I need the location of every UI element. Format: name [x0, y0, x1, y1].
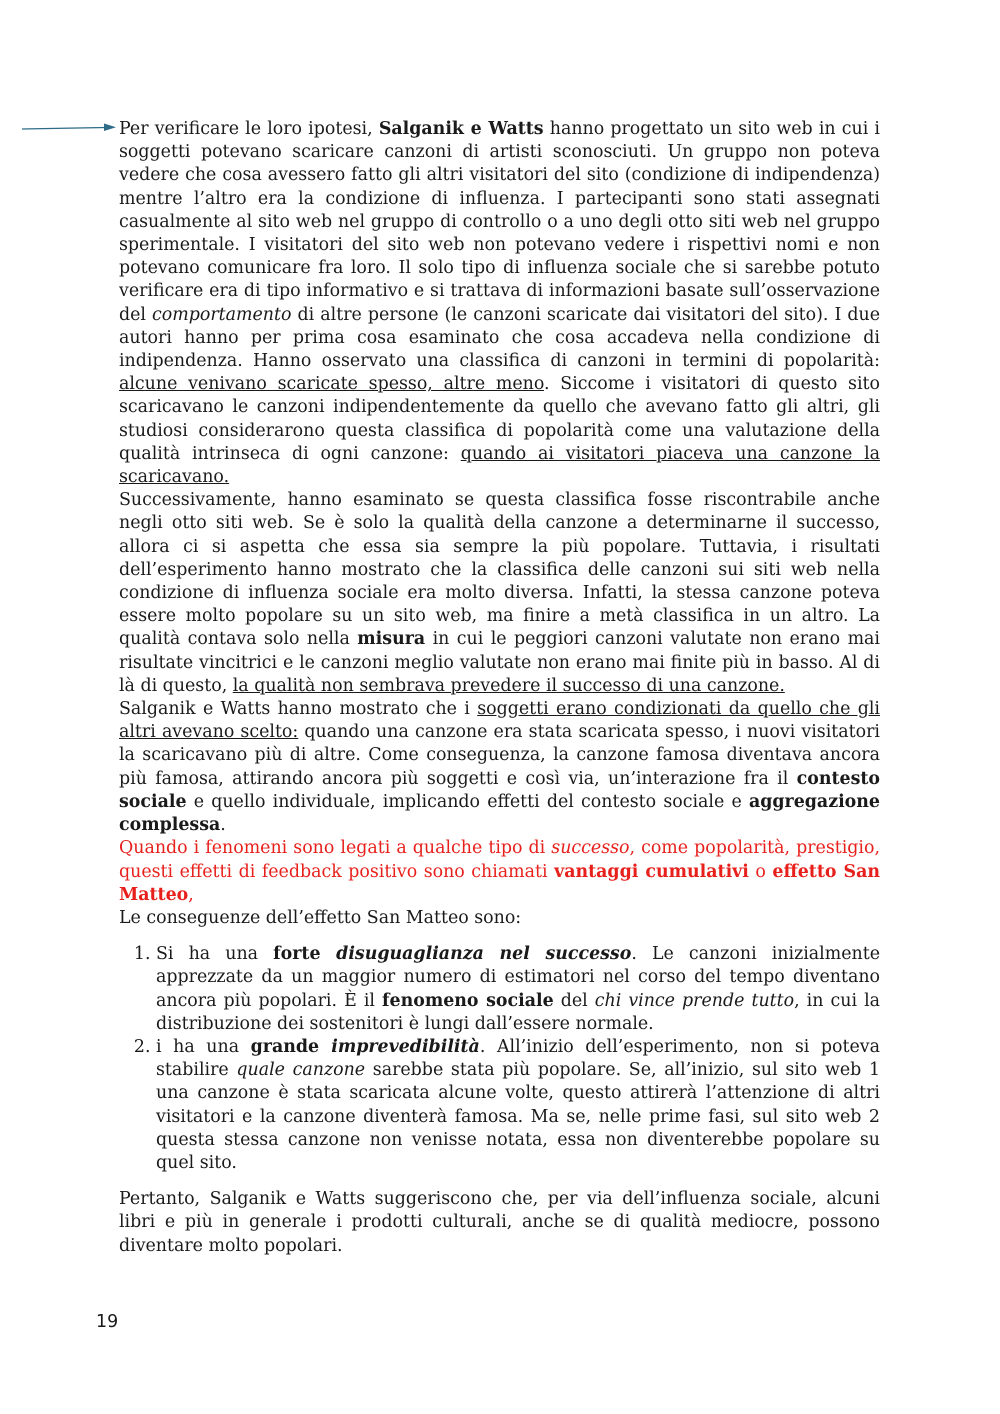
complex-aggregation-bold: aggregazione complessa [119, 791, 880, 836]
social-context-bold: contesto sociale [119, 768, 880, 812]
underlined-phrase: soggetti erano condizionati da quello che gli altri avevano scelto: [119, 699, 880, 743]
consequences-list [119, 943, 880, 1175]
authors-bold: Salganik e Watts [378, 119, 544, 139]
list-item: 1. Si ha una forte disuguaglianza nel successo. Le canzoni inizialmente apprezzate da un maggior numero di estimatori nel corso del tempo diventano ancora più popolari. È il fenomeno sociale del chi vince prende tutto, in cui la distribuzione dei sostenitori è lungi dall’essere normale. [156, 943, 880, 1036]
body-text [119, 118, 880, 1258]
paragraph-eight-sites: Successivamente, hanno esaminato se questa classifica fosse riscontrabile anche negli otto siti web. Se è solo la qualità della canzone a determinarne il successo, allora ci si aspetta che essa sia sempre la più popolare. Tuttavia, i risultati dell’esperimento hanno mostrato che la classifica delle canzoni sui siti web nella condizione di influenza sociale era molto diversa. Infatti, la stessa canzone poteva essere molto popolare su un sito web, ma finire a metà classifica in un altro. La qualità contava solo nella misura in cui le peggiori canzoni valutate non erano mai risultate vincitrici e le canzoni meglio valutate non erano mai finite più in basso. Al di là di questo, la qualità non sembrava prevedere il successo di una canzone. [119, 490, 880, 696]
page-number: 19 [96, 1312, 119, 1332]
paragraph-experiment-design: Per verificare le loro ipotesi, Salganik e Watts hanno progettato un sito web in cui i soggetti potevano scaricare canzoni di artisti sconosciuti. Un gruppo non poteva vedere che cosa avessero fatto gli altri visitatori del sito (condizione di indipendenza) mentre l’altro era la condizione di influenza. I partecipanti sono stati assegnati casualmente al sito web nel gruppo di controllo o a uno degli otto siti web nel gruppo sperimentale. I visitatori del sito web non potevano vedere i rispettivi nomi e non potevano comunicare fra loro. Il solo tipo di influenza sociale che si sarebbe potuto verificare era di tipo informativo e si trattava di informazioni basate sull’osservazione del comportamento di altre persone (le canzoni scaricate dai visitatori del sito). I due autori hanno per prima cosa esaminato che cosa accadeva nella condizione di indipendenza. Hanno osservato una classifica di canzoni in termini di popolarità: alcune venivano scaricate spesso, altre meno. Siccome i visitatori di questo sito scaricavano le canzoni indipendentemente da quello che avevano fatto gli altri, gli studiosi considerarono questa classifica di popolarità come una valutazione della qualità intrinseca di ogni canzone: quando ai visitatori piaceva una canzone la scaricavano. [119, 119, 880, 488]
behavior-italic: comportamento [152, 304, 292, 325]
matthew-effect-bold: effetto San Matteo [119, 861, 880, 905]
underlined-phrase: alcune venivano scaricate spesso, altre meno [119, 374, 544, 395]
cumulative-advantage-bold: vantaggi cumulativi [554, 861, 749, 882]
paragraph-consequences-intro: Le conseguenze dell’effetto San Matteo sono: [119, 907, 522, 928]
measure-bold: misura [357, 629, 426, 650]
paragraph-conclusion: Pertanto, Salganik e Watts suggeriscono che, per via dell’influenza sociale, alcuni libri e più in generale i prodotti culturali, anche se di qualità mediocre, possono diventare molto popolari. [119, 1189, 880, 1256]
underlined-phrase: quando ai visitatori piaceva una canzone la scaricavano. [119, 443, 880, 488]
paragraph-matthew-effect-definition: Quando i fenomeni sono legati a qualche tipo di successo, come popolarità, prestigio, questi effetti di feedback positivo sono chiamati vantaggi cumulativi o effetto San Matteo, [119, 838, 880, 905]
underlined-phrase: la qualità non sembrava prevedere il successo di una canzone. [232, 675, 785, 696]
success-italic: successo [551, 838, 630, 859]
arrow-right-icon [20, 120, 120, 136]
paragraph-social-influence: Salganik e Watts hanno mostrato che i soggetti erano condizionati da quello che gli altri avevano scelto: quando una canzone era stata scaricata spesso, i nuovi visitatori la scaricavano più di altre. Come conseguenza, la canzone famosa diventava ancora più famosa, attirando ancora più soggetti e così via, un’interazione fra il contesto sociale e quello individuale, implicando effetti del contesto sociale e aggregazione complessa. [119, 699, 880, 836]
list-item: 2. i ha una grande imprevedibilità. All’inizio dell’esperimento, non si poteva stabilire quale canzone sarebbe stata più popolare. Se, all’inizio, sul sito web 1 una canzone è stata scaricata alcune volte, questo attirerà l’attenzione di altri visitatori e la canzone diventerà famosa. Ma se, nelle prime fasi, sul sito web 2 questa stessa canzone non venisse notata, essa non diventerebbe popolare su quel sito. [156, 1036, 880, 1175]
